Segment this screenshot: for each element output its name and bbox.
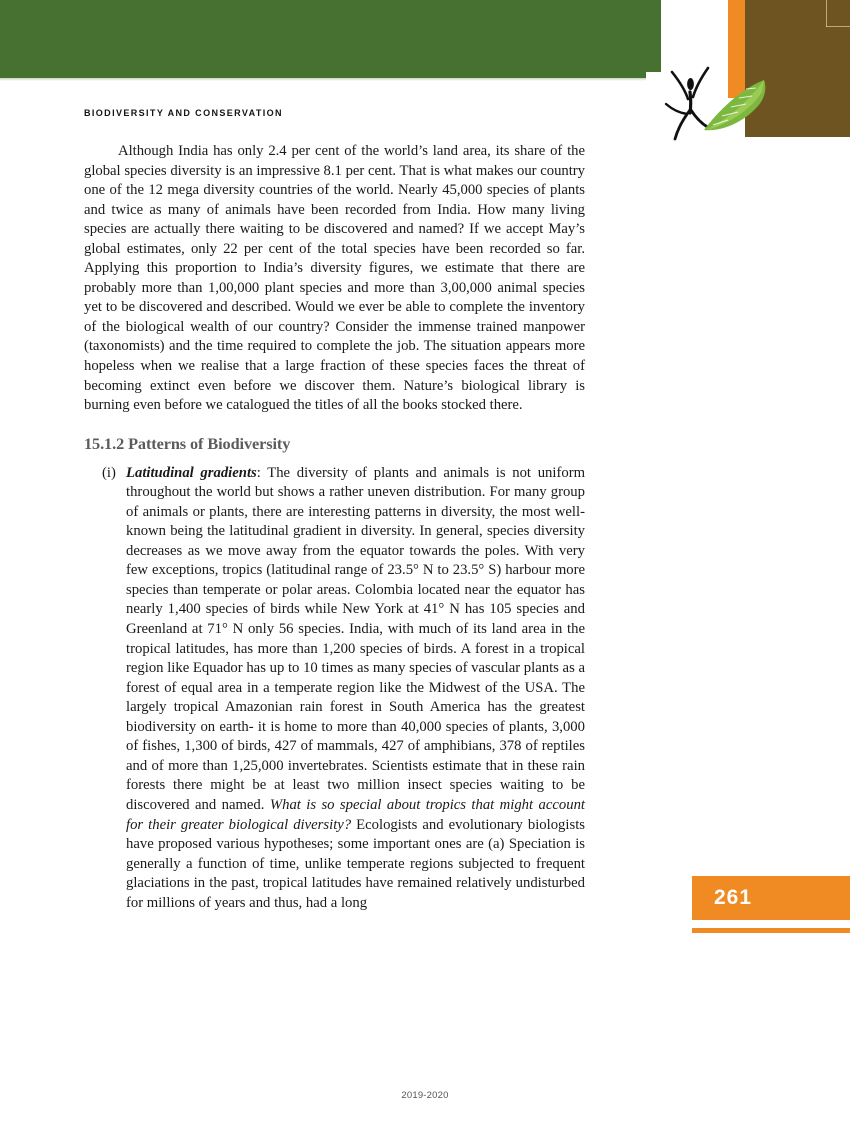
paragraph-intro: Although India has only 2.4 per cent of the world’s land area, its share of the global species diversity is an impressive 8.1 per cent. That is what makes our country one of the 12 mega diversity countries of the world. Nearly 45,000 species of plants and twice as many of animals have been recorded from India. How many living species are actually there waiting to be discovered and named? If we accept May’s global estimates, only 22 per cent of the total species have been recorded so far. Applying this proportion to India’s diversity figures, we estimate that there are probably more than 1,00,000 plant species and more than 3,00,000 animal species yet to be discovered and described. Would we ever be able to complete the inventory of the biological wealth of our country? Consider the immense trained manpower (taxonomists) and the time required to complete the job. The situation appears more hopeless when we realise that a large fraction of these species faces the threat of becoming extinct even before we discover them. Nature’s biological library is burning even before we catalogued the titles of all the books stocked there. (84, 143, 585, 414)
green-banner-block (0, 0, 646, 78)
human-figure-with-leaf-emblem (660, 58, 785, 146)
section-heading: 15.1.2 Patterns of Biodiversity (84, 433, 291, 453)
leaf-shape (704, 80, 765, 130)
list-item (94, 464, 585, 914)
header-decoration (0, 0, 850, 150)
corner-rule-vertical (826, 0, 827, 27)
page-number-underbar (692, 928, 850, 933)
list-item-lead-term: Latitudinal gradients (126, 464, 257, 481)
rhetorical-question: What is so special about tropics that might account for their greater biological diversity? (126, 796, 585, 833)
footer-year: 2019-2020 (401, 1090, 449, 1101)
list-item-text-b: Ecologists and evolutionary biologists have proposed various hypotheses; some important ones are (a) Speciation is generally a function of time, unlike temperate regions subjected to frequent glaciations in the past, tropical latitudes have remained relatively undisturbed for millions of years and thus, had a long (126, 816, 585, 911)
brown-banner-block (745, 0, 850, 137)
list-item-body (126, 464, 585, 914)
list-item-text-a: : The diversity of plants and animals is not uniform throughout the world but shows a rather uneven distribution. For many group of animals or plants, there are interesting patterns in diversity, the most well- known being the latitudinal gradient in diversity. In general, species diversity decreases as we move away from the equator towards the poles. With very few exceptions, tropics (latitudinal range of 23.5° N to 23.5° S) harbour more species than temperate or polar areas. Colombia located near the equator has nearly 1,400 species of birds while New York at 41° N has 105 species and Greenland at 71° N only 56 species. India, with much of its land area in the tropical latitudes, has more than 1,200 species of birds. A forest in a tropical region like Equador has up to 10 times as many species of vascular plants as a forest of equal area in a temperate region like the Midwest of the USA. The largely tropical Amazonian rain forest in South America has the greatest biodiversity on earth- it is home to more than 40,000 species of plants, 3,000 of fishes, 1,300 of birds, 427 of mammals, 427 of amphibians, 378 of reptiles and of more than 1,25,000 invertebrates. Scientists estimate that in these rain forests there might be at least two million insect species waiting to be discovered and named. (126, 464, 586, 813)
corner-rule-horizontal (826, 26, 850, 27)
green-banner-shadow (0, 78, 646, 81)
list-item-marker: (i) (102, 464, 116, 481)
running-head-chapter-title: BIODIVERSITY AND CONSERVATION (84, 108, 283, 119)
orange-vertical-stripe (728, 0, 745, 98)
page-number-badge: 261 (692, 876, 850, 920)
page-content (84, 142, 585, 913)
green-banner-step (640, 0, 661, 72)
